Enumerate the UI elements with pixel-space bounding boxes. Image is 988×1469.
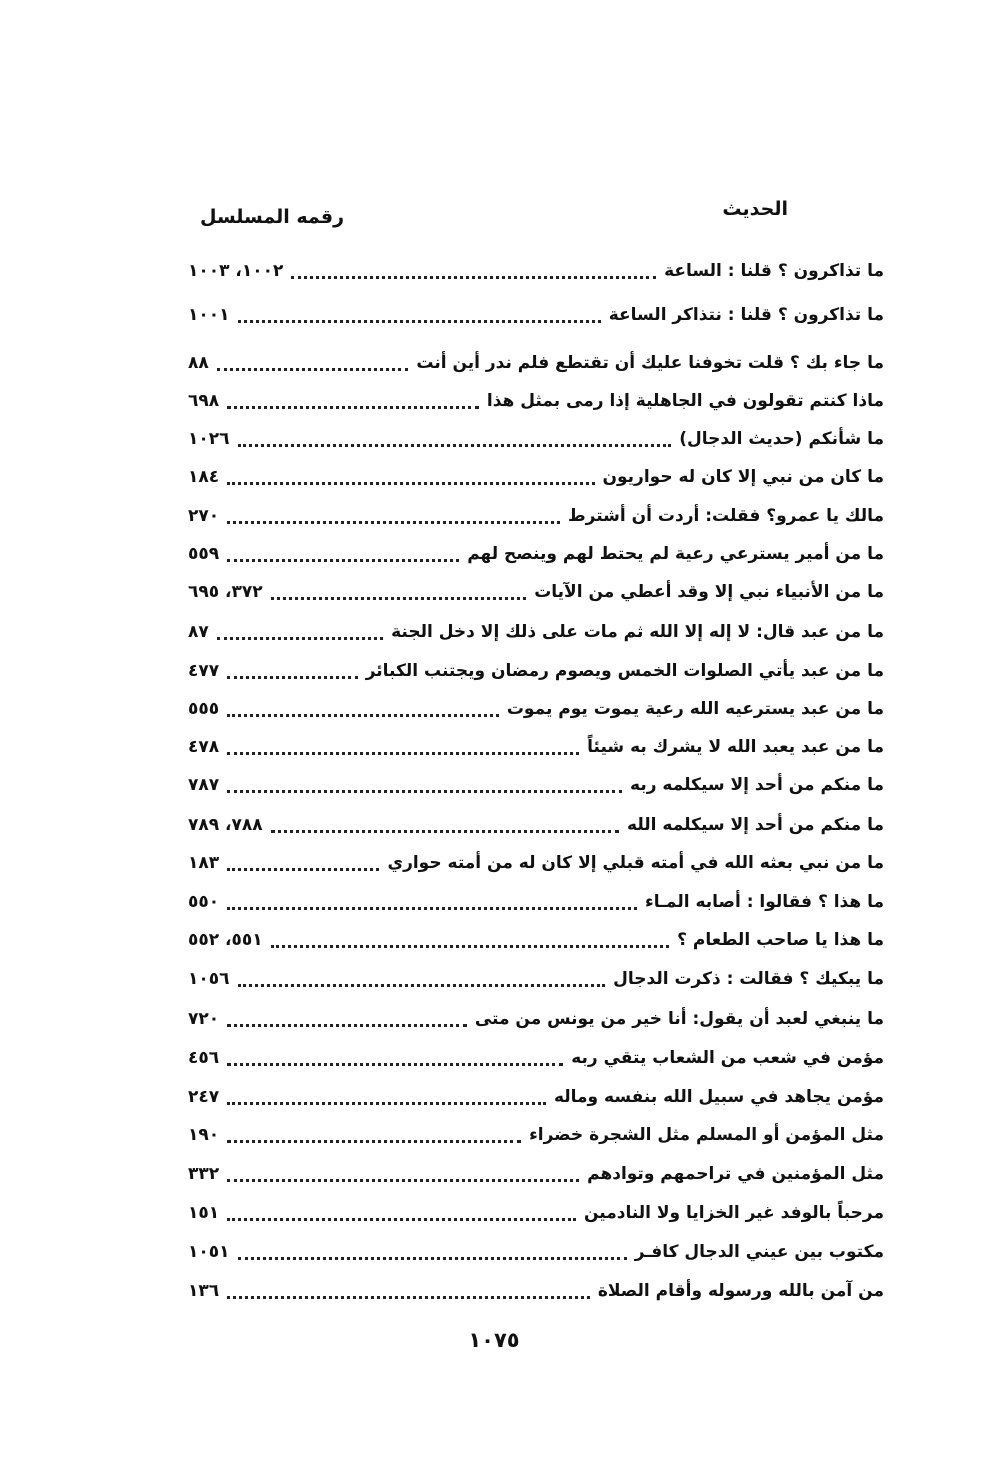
entry-serial-number: ١٨٣ [188, 853, 220, 873]
entry-text: ما من أمير يسترعي رعية لم يحتط لهم وينصح لهم [467, 544, 884, 564]
entry-text: ما كان من نبي إلا كان له حواريون [602, 467, 884, 487]
entry-serial-number: ١٩٠ [188, 1125, 220, 1145]
entry-text: ما جاء بك ؟ قلت تخوفنا عليك أن تقتطع فلم ندر أين أنت [416, 353, 884, 373]
dot-leader [271, 597, 527, 600]
dot-leader [227, 1024, 467, 1027]
entry-serial-number: ٣٧٢، ٦٩٥ [188, 582, 263, 602]
entry-serial-number: ٤٧٨ [188, 737, 220, 757]
entry-text: ما تذاكرون ؟ قلنا : الساعة [664, 261, 884, 281]
dot-leader [227, 482, 594, 485]
index-entry [188, 573, 884, 611]
entry-text: ما من عبد قال: لا إله إلا الله ثم مات على ذلك إلا دخل الجنة [391, 622, 884, 642]
index-entry [188, 844, 884, 882]
dot-leader [227, 559, 459, 562]
index-entry [188, 766, 884, 804]
column-title-hadith: الحديث [722, 198, 788, 220]
index-entry [188, 960, 884, 998]
entry-serial-number: ١٠٢٦ [188, 429, 230, 449]
dot-leader [227, 868, 379, 871]
dot-leader [227, 521, 560, 524]
entry-serial-number: ٦٩٨ [188, 391, 220, 411]
dot-leader [227, 1218, 576, 1221]
dot-leader [271, 945, 669, 948]
entry-serial-number: ٥٥٥ [188, 699, 220, 719]
index-entry [188, 497, 884, 535]
entry-serial-number: ٨٨ [188, 353, 209, 373]
index-entry [188, 296, 884, 334]
entry-serial-number: ٧٢٠ [188, 1009, 220, 1029]
dot-leader [227, 1179, 579, 1182]
index-entry [188, 1116, 884, 1154]
entry-serial-number: ١٨٤ [188, 467, 220, 487]
index-entry [188, 1233, 884, 1271]
entry-serial-number: ١٠٥٦ [188, 969, 230, 989]
entry-text: ما شأنكم (حديث الدجال) [679, 429, 884, 449]
entry-text: ما ينبغي لعبد أن يقول: أنا خير من يونس من متى [474, 1009, 884, 1029]
index-entry [188, 1078, 884, 1116]
entry-text: ما يبكيك ؟ فقالت : ذكرت الدجال [613, 969, 884, 989]
column-title-serial-number: رقمه المسلسل [200, 206, 345, 228]
entry-text: مثل المؤمنين في تراحمهم وتوادهم [587, 1164, 884, 1184]
entry-text: ما هذا يا صاحب الطعام ؟ [677, 930, 884, 950]
dot-leader [227, 1296, 590, 1299]
index-entry [188, 535, 884, 573]
dot-leader [227, 1063, 563, 1066]
index-entry [188, 252, 884, 290]
dot-leader [227, 1102, 546, 1105]
entry-serial-number: ٥٥١، ٥٥٢ [188, 930, 263, 950]
entry-serial-number: ٧٨٧ [188, 775, 220, 795]
dot-leader [238, 984, 606, 987]
dot-leader [227, 1140, 521, 1143]
entry-serial-number: ٢٤٧ [188, 1087, 220, 1107]
entry-serial-number: ٨٧ [188, 622, 209, 642]
index-entry [188, 1000, 884, 1038]
entry-text: مؤمن يجاهد في سبيل الله بنفسه وماله [553, 1087, 884, 1107]
page-header [200, 198, 788, 230]
entry-text: مرحباً بالوفد غير الخزايا ولا النادمين [583, 1203, 884, 1223]
entry-serial-number: ١٠٠١ [188, 305, 230, 325]
entry-text: مكتوب بين عيني الدجال كافـر [634, 1242, 884, 1262]
index-entry [188, 883, 884, 921]
entry-text: مالك يا عمرو؟ فقلت: أردت أن أشترط [568, 506, 884, 526]
entry-serial-number: ١٥١ [188, 1203, 220, 1223]
dot-leader [238, 444, 672, 447]
dot-leader [227, 752, 579, 755]
index-entry [188, 1155, 884, 1193]
entry-serial-number: ١٣٦ [188, 1281, 220, 1301]
index-entry [188, 458, 884, 496]
index-entry [188, 690, 884, 728]
page-number: ١٠٧٥ [468, 1328, 520, 1352]
index-entry [188, 1039, 884, 1077]
index-entry [188, 382, 884, 420]
entry-text: ماذا كنتم تقولون في الجاهلية إذا رمى بمثل هذا [486, 391, 884, 411]
index-entry [188, 613, 884, 651]
entry-text: مثل المؤمن أو المسلم مثل الشجرة خضراء [529, 1125, 884, 1145]
entry-text: ما من الأنبياء نبي إلا وقد أعطي من الآيات [534, 582, 884, 602]
entry-serial-number: ٤٥٦ [188, 1048, 220, 1068]
entry-text: ما منكم من أحد إلا سيكلمه الله [627, 815, 884, 835]
dot-leader [227, 406, 479, 409]
entry-serial-number: ٥٥٠ [188, 892, 220, 912]
entry-serial-number: ٤٧٧ [188, 661, 220, 681]
dot-leader [238, 1257, 627, 1260]
entry-text: ما من عبد يعبد الله لا يشرك به شيئاً [587, 737, 884, 757]
dot-leader [227, 714, 499, 717]
dot-leader [217, 637, 383, 640]
entry-text: من آمن بالله ورسوله وأقام الصلاة [597, 1281, 884, 1301]
dot-leader [238, 320, 601, 323]
index-entry [188, 1194, 884, 1232]
dot-leader [227, 907, 637, 910]
entry-serial-number: ١٠٥١ [188, 1242, 230, 1262]
index-entry [188, 420, 884, 458]
entry-serial-number: ٢٧٠ [188, 506, 220, 526]
dot-leader [227, 790, 622, 793]
entry-text: مؤمن في شعب من الشعاب يتقي ربه [571, 1048, 884, 1068]
entry-text: ما تذاكرون ؟ قلنا : نتذاكر الساعة [608, 305, 884, 325]
dot-leader [217, 368, 409, 371]
entry-serial-number: ٧٨٨، ٧٨٩ [188, 815, 263, 835]
entry-serial-number: ٣٣٢ [188, 1164, 220, 1184]
dot-leader [271, 830, 619, 833]
index-entry [188, 652, 884, 690]
index-entry [188, 921, 884, 959]
entry-text: ما من نبي بعثه الله في أمته قبلي إلا كان له من أمته حواري [387, 853, 884, 873]
dot-leader [291, 276, 656, 279]
entry-serial-number: ٥٥٩ [188, 544, 220, 564]
entry-text: ما منكم من أحد إلا سيكلمه ربه [630, 775, 884, 795]
dot-leader [227, 676, 358, 679]
entry-text: ما من عبد يسترعيه الله رعية يموت يوم يموت [506, 699, 884, 719]
entry-serial-number: ١٠٠٢، ١٠٠٣ [188, 261, 284, 281]
entry-text: ما هذا ؟ فقالوا : أصابه المـاء [645, 892, 884, 912]
index-entry [188, 1272, 884, 1310]
index-entry [188, 344, 884, 382]
entry-text: ما من عبد يأتي الصلوات الخمس ويصوم رمضان ويجتنب الكبائر [365, 661, 884, 681]
index-entry [188, 728, 884, 766]
index-entry [188, 806, 884, 844]
